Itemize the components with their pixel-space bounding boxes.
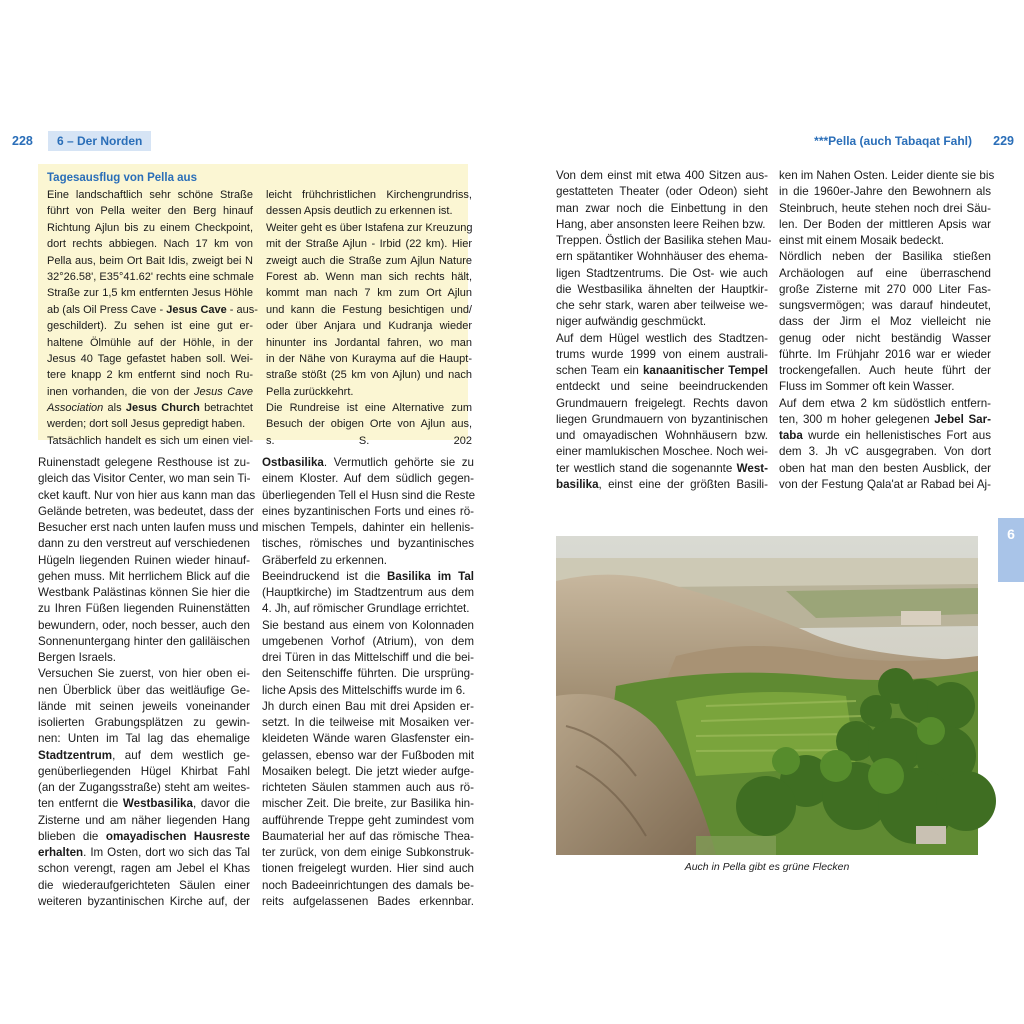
landscape-photo [556,536,978,855]
text-line: entdeckt und seine beeindruckenden [556,380,768,394]
text-line: Fluss im Sommer oft kein Wasser. [779,380,955,394]
text-line: Von dem einst mit etwa 400 Sitzen aus- [556,169,768,182]
text-line: kleideten Wände waren Glasfenster ein- [262,732,474,746]
day-trip-infobox [38,164,473,447]
text-line: Besucher erst nach unten laufen muss und [38,521,259,534]
text-line: Besuch der obigen Orte von Ajlun aus, [266,418,472,431]
text-line: liegen Grundmauern von byzantinischen [556,412,768,426]
text-line: Hang, aber ansonsten leere Reihen bzw. [556,217,766,231]
text-line: gestatteten Theater (oder Odeon) sieht [556,185,768,199]
text-line: gehen muss. Mit herrlichem Blick auf die [38,569,250,583]
text-line: Stadtzentrum, auf dem westlich ge- [38,748,250,762]
text-line: ter westlich stand die sogenannte West- [556,461,768,475]
text-line: basilika, einst eine der größten Basili- [556,477,768,491]
text-line: lände mit seinen jeweils voneinander [38,699,250,713]
text-line: Gelände betreten, was bedeutet, dass der [38,504,254,518]
text-line: Hügeln liegenden Ruinen wieder hinauf- [38,553,250,567]
text-line: Richtung Ajlun bis zu einem Checkpoint, [47,221,253,234]
text-line: einst mit einem Mosaik bedeckt. [779,234,944,247]
text-line: Sie bestand aus einem von Kolonnaden [262,618,474,632]
text-line: von der Festung Qala'at ar Rabad bei Aj- [779,477,991,491]
infobox-column-1 [47,187,258,449]
text-line: Die Rundreise ist eine Alternative zum [266,402,472,415]
text-line: Jesus 40 Tage gefastet haben soll. Wei- [47,352,253,365]
text-line: genug oder nicht beständig Wasser [779,331,991,345]
text-line: ter zurück, von dem einige Subkonstruk- [262,846,474,859]
text-line: Pella zurückkehrt. [266,385,354,398]
text-line: straße stößt (25 km von Ajlun) und nach [266,369,472,382]
text-line: Westbank Palästinas können Sie hier die [38,586,250,599]
text-line: oben hat man den besten Ausblick, der [779,461,991,475]
text-line: Beeindruckend ist die Basilika im Tal [262,569,474,583]
text-line: len. Der Boden der mittleren Apsis war [779,217,991,231]
left-page-number: 228 [12,134,33,148]
infobox-title: Tagesausflug von Pella aus [47,172,197,184]
text-line: reits aufgelassenen Bades erkennbar. [262,894,474,908]
text-line: dessen Apsis deutlich zu erkennen ist. [266,205,453,218]
text-line: schon verengt, ragen am Jebel el Khas [38,862,250,876]
text-line: Straße zur 1,5 km entfernten Jesus Höhle [47,287,253,300]
text-line: richteten Säulen stammen auch aus rö- [262,781,474,794]
text-line: Baumaterial her auf das römische Thea- [262,829,474,843]
text-line: und kann die Festung besichtigen und/ [266,303,472,316]
text-line: 32°26.58', E35°41.62' rechts eine schmale [47,270,254,283]
text-line: Jh durch einen Bau mit drei Apsiden er- [262,699,474,713]
text-line: mischen Tempels, dahinter ein hellenis- [262,521,474,534]
text-line: Tatsächlich handelt es sich um einen viel- [47,434,253,447]
text-line: (Hauptkirche) im Stadtzentrum aus dem [262,586,474,599]
text-line: che sehr stark, waren aber teilweise we- [556,299,768,312]
text-line: hinunter ins Jordantal fahren, wo man [266,336,472,349]
text-line: große Zisterne mit 270 000 Liter Fas- [779,282,991,296]
text-line: umgebenen Vorhof (Atrium), von dem [262,634,474,648]
text-line: Steinbruch, heute stehen noch drei Säu- [779,201,991,215]
text-line: man zwar noch die Einbettung in den [556,201,768,215]
text-line: mischer Zeit. Die breite, zur Basilika hin- [262,797,474,811]
text-line: erhalten. Im Osten, dort wo sich das Tal [38,846,250,859]
text-line: trums wurde 1999 von einem australi- [556,347,768,361]
text-line: ab (als Oil Press Cave - Jesus Cave - aus- [47,303,258,316]
text-line: Ostbasilika. Vermutlich gehörte sie zu [262,456,474,469]
text-line: (an der Zugangsstraße) steht am weites- [38,781,250,794]
text-line: dass der Jirm el Moz vielleicht nie [779,315,991,329]
text-line: zweigt auch die Straße zum Ajlun Nature [266,254,472,267]
text-line: ken im Nahen Osten. Leider diente sie bis [779,169,995,182]
text-line: blieben die omayadischen Hausreste [38,829,250,843]
text-line: ligen Stadtzentrums. Die Ost- wie auch [556,266,768,280]
text-line: sungsvermögen; was darauf hindeutet, [779,299,991,312]
text-column-1 [38,455,259,910]
text-line: setzt. In die teilweise mit Mosaiken ver- [262,716,474,729]
text-line: führt von Pella weiter den Berg hinauf [47,205,253,218]
text-line: mit der Straße Ajlun - Irbid (22 km). Hier [266,238,472,251]
text-line: genüberliegenden Hügel Khirbat Fahl [38,764,250,778]
photo-caption: Auch in Pella gibt es grüne Flecken [684,861,850,873]
text-line: führte. Im Frühjahr 2016 war er wieder [779,347,991,361]
text-line: drei Türen in das Mittelschiff und die bei- [262,651,474,664]
text-line: liche Apsis des Mittelschiffs wurde im 6. [262,683,466,697]
text-line: Zisterne und am näher liegenden Hang [38,813,250,827]
text-line: die wiederaufgerichteten Säulen einer [38,878,250,892]
running-head: ***Pella (auch Tabaqat Fahl) [814,134,972,148]
text-line: überliegenden Tell el Husn sind die Reste [262,488,476,502]
text-line: Archäologen auf eine überraschend [779,266,991,280]
text-line: schen Team ein kanaanitischer Tempel [556,364,768,377]
infobox-column-2 [266,187,472,449]
text-line: Treppen. Östlich der Basilika stehen Mau- [556,234,772,247]
text-line: oder über Anjara und Kudranja wieder [266,320,472,333]
text-line: cket kauft. Nur von hier aus kann man das [38,488,256,502]
text-line: weiteren byzantinischen Kirche auf, der [38,894,250,908]
text-line: Association als Jesus Church betrachtet [47,402,253,415]
text-line: tisches, römisches und byzantinisches [262,537,474,551]
chapter-label: 6 – Der Norden [48,131,151,151]
text-column-2 [262,455,474,910]
text-line: Auf dem Hügel westlich des Stadtzen- [556,331,768,345]
text-line: geschildert). Zu sehen ist eine gut er- [47,320,253,333]
text-line: nen: Unten im Tal lag das ehemalige [38,732,250,746]
text-line: tionen freigelegt wurden. Hier sind auch [262,862,474,876]
text-line: tere knapp 2 km entfernt sind noch Ru- [47,369,253,382]
text-line: Ruinenstadt gelegene Resthouse ist zu- [38,456,250,469]
text-line: ten entfernt die Westbasilika, davor die [38,797,250,811]
text-line: Gräberfeld zu erkennen. [262,553,388,567]
chapter-thumb-tab: 6 [998,518,1024,582]
text-line: einem Kloster. Auf dem südlich gegen- [262,472,474,486]
text-column-3 [556,168,772,493]
text-line: gelassen, ebenso war der Fußboden mit [262,748,474,762]
text-line: einer mamlukischen Moschee. Noch wei- [556,445,768,459]
text-line: Sonnenuntergang hinter den galiläischen [38,634,250,648]
text-line: Forest ab. Wenn man sich rechts hält, [266,270,472,283]
text-line: haltene Ölmühle auf der Höhle, in der [47,336,253,349]
text-line: trockengefallen. Auch heute führt der [779,364,991,377]
text-line: werden; dort soll Jesus gepredigt haben. [47,418,246,431]
text-line: und omayadischen Wohnhäusern bzw. [556,429,768,442]
text-line: Mosaiken belegt. Die jetzt wieder aufge- [262,764,474,778]
text-line: Eine landschaftlich sehr schöne Straße [47,189,253,201]
text-line: ern spätantiker Wohnhäuser des ehema- [556,250,768,264]
text-line: kommt man nach 7 km zum Ort Ajlun [266,287,472,300]
text-line: niger aufwändig geschmückt. [556,315,707,329]
text-line: eines byzantinischen Forts und eines rö- [262,504,474,518]
text-line: zu Ihren Füßen liegenden Ruinenstätten [38,602,250,616]
text-line: den Seitenschiffe führten. Die ursprüng- [262,667,474,681]
text-line: dann zu den verstreut auf verschiedenen [38,537,250,551]
text-line: bewundern, oder, noch besser, auch den [38,618,250,632]
right-page-number: 229 [993,134,1014,148]
text-line: Pella aus, beim Ort Bait Idis, zweigt bei N [47,254,253,267]
text-line: in die 1960er-Jahre den Bewohnern als [779,185,991,199]
text-line: gleich das Visitor Center, wo man sein Ti- [38,472,251,486]
text-column-4 [779,168,995,493]
text-line: Versuchen Sie zuerst, von hier oben ei- [38,667,250,681]
text-line: in der Nähe von Kurayma auf die Haupt- [266,352,472,365]
text-line: inen vorhanden, die von der Jesus Cave [47,385,253,398]
text-line: leicht frühchristlichen Kirchengrundriss, [266,189,472,201]
text-line: aufführende Treppe geht zumindest vom [262,813,474,827]
text-line: nen Überblick über das weitläufige Ge- [38,683,250,697]
text-line: Grundmauern freigelegt. Rechts davon [556,396,768,410]
text-line: Auf dem etwa 2 km südöstlich entfern- [779,396,991,410]
text-line: 4. Jh, auf römischer Grundlage errichtet. [262,602,470,616]
text-line: ten, 300 m hoher gelegenen Jebel Sar- [779,412,991,426]
text-line: s. S. 202 [266,434,472,447]
text-line: noch Badeeinrichtungen des damals be- [262,878,474,892]
text-line: dort rechts abbiegen. Nach 17 km von [47,238,253,251]
text-line: dem 3. Jh vC ausgegraben. Von dort [779,445,991,459]
text-line: Weiter geht es über Istafena zur Kreuzung [266,221,473,234]
text-line: Bergen Israels. [38,651,116,664]
text-line: Nördlich neben der Basilika stießen [779,250,991,264]
text-line: die Westbasilika ähnelten der Hauptkir- [556,282,768,296]
text-line: taba wurde ein hellenistisches Fort aus [779,429,991,442]
text-line: isolierten Grabungsplätzen zu gewin- [38,716,250,729]
